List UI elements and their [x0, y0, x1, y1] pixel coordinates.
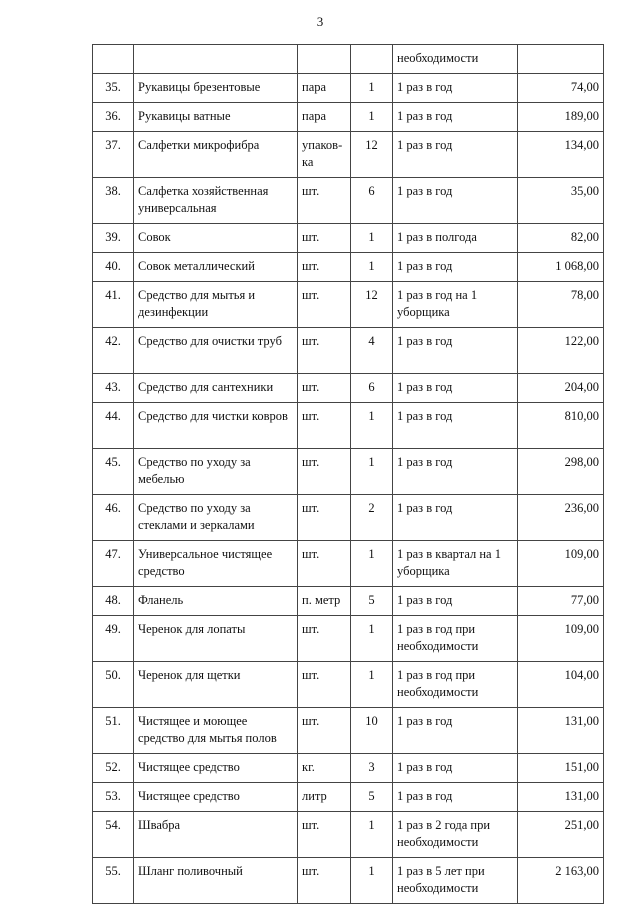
cell-unit: упаков-ка: [298, 132, 351, 178]
table-body: [93, 45, 604, 904]
cell-price: 151,00: [518, 754, 604, 783]
cell-unit: шт.: [298, 224, 351, 253]
cell-unit: шт.: [298, 541, 351, 587]
cell-unit: [298, 45, 351, 74]
cell-num: 43.: [93, 374, 134, 403]
cell-name: Фланель: [134, 587, 298, 616]
cell-unit: шт.: [298, 374, 351, 403]
table-row: [93, 449, 604, 495]
cell-name: Салфетка хозяйственная универсальная: [134, 178, 298, 224]
cell-num: 35.: [93, 74, 134, 103]
cell-unit: шт.: [298, 449, 351, 495]
cell-qty: 5: [351, 783, 393, 812]
cell-frequency: 1 раз в год: [393, 495, 518, 541]
cell-unit: пара: [298, 103, 351, 132]
cell-qty: 1: [351, 812, 393, 858]
cell-unit: п. метр: [298, 587, 351, 616]
cell-frequency: 1 раз в 2 года при необходимости: [393, 812, 518, 858]
cell-num: 46.: [93, 495, 134, 541]
cell-name: Чистящее средство: [134, 783, 298, 812]
cell-frequency: 1 раз в год: [393, 403, 518, 449]
cell-num: 39.: [93, 224, 134, 253]
cell-unit: пара: [298, 74, 351, 103]
cell-price: 189,00: [518, 103, 604, 132]
cell-frequency: 1 раз в год при необходимости: [393, 616, 518, 662]
cell-num: 48.: [93, 587, 134, 616]
cell-unit: шт.: [298, 662, 351, 708]
table-row: [93, 178, 604, 224]
table-row: [93, 783, 604, 812]
table-row: [93, 754, 604, 783]
cell-num: 37.: [93, 132, 134, 178]
cell-qty: 1: [351, 858, 393, 904]
table-row: [93, 74, 604, 103]
cell-num: 50.: [93, 662, 134, 708]
cell-unit: шт.: [298, 253, 351, 282]
cell-price: [518, 45, 604, 74]
cell-qty: 12: [351, 282, 393, 328]
page-number: 3: [316, 14, 324, 29]
cell-price: 122,00: [518, 328, 604, 374]
cell-price: 1 068,00: [518, 253, 604, 282]
cell-name: Шланг поливочный: [134, 858, 298, 904]
cell-qty: 1: [351, 616, 393, 662]
cell-unit: шт.: [298, 708, 351, 754]
cell-price: 82,00: [518, 224, 604, 253]
cell-num: 55.: [93, 858, 134, 904]
cell-unit: литр: [298, 783, 351, 812]
cell-unit: шт.: [298, 282, 351, 328]
cell-qty: 1: [351, 541, 393, 587]
cell-price: 104,00: [518, 662, 604, 708]
cell-num: 49.: [93, 616, 134, 662]
cell-num: 44.: [93, 403, 134, 449]
cell-num: 42.: [93, 328, 134, 374]
cell-frequency: 1 раз в год: [393, 783, 518, 812]
cell-frequency: 1 раз в год: [393, 708, 518, 754]
table-row: [93, 103, 604, 132]
cell-qty: [351, 45, 393, 74]
cell-name: Салфетки микрофибра: [134, 132, 298, 178]
cell-qty: 1: [351, 103, 393, 132]
cell-price: 78,00: [518, 282, 604, 328]
cell-name: Совок металлический: [134, 253, 298, 282]
cell-unit: кг.: [298, 754, 351, 783]
table-row: [93, 403, 604, 449]
cell-qty: 10: [351, 708, 393, 754]
cell-num: 54.: [93, 812, 134, 858]
cell-qty: 3: [351, 754, 393, 783]
cell-price: 2 163,00: [518, 858, 604, 904]
cell-name: Средство для очистки труб: [134, 328, 298, 374]
table-row: [93, 541, 604, 587]
cell-unit: шт.: [298, 495, 351, 541]
cell-price: 35,00: [518, 178, 604, 224]
cell-name: Средство для мытья и дезинфекции: [134, 282, 298, 328]
cell-price: 109,00: [518, 541, 604, 587]
cell-name: Средство для чистки ковров: [134, 403, 298, 449]
cell-qty: 2: [351, 495, 393, 541]
cell-price: 131,00: [518, 708, 604, 754]
table-row: [93, 328, 604, 374]
cell-price: 204,00: [518, 374, 604, 403]
cell-price: 74,00: [518, 74, 604, 103]
cell-name: Чистящее средство: [134, 754, 298, 783]
cell-num: 52.: [93, 754, 134, 783]
table-row: [93, 224, 604, 253]
cell-name: Средство для сантехники: [134, 374, 298, 403]
cell-name: [134, 45, 298, 74]
table-row: [93, 858, 604, 904]
table-row: [93, 374, 604, 403]
cell-name: Универсальное чистящее средство: [134, 541, 298, 587]
cell-qty: 6: [351, 374, 393, 403]
supplies-table: [92, 44, 604, 904]
cell-frequency: 1 раз в год: [393, 253, 518, 282]
cell-frequency: 1 раз в полгода: [393, 224, 518, 253]
cell-price: 298,00: [518, 449, 604, 495]
cell-name: Рукавицы ватные: [134, 103, 298, 132]
cell-qty: 1: [351, 224, 393, 253]
table-row: [93, 132, 604, 178]
table-row: [93, 812, 604, 858]
cell-frequency: 1 раз в год: [393, 328, 518, 374]
cell-frequency: 1 раз в квартал на 1 уборщика: [393, 541, 518, 587]
cell-qty: 5: [351, 587, 393, 616]
cell-qty: 1: [351, 449, 393, 495]
cell-price: 131,00: [518, 783, 604, 812]
cell-num: [93, 45, 134, 74]
cell-frequency: 1 раз в год: [393, 754, 518, 783]
cell-unit: шт.: [298, 178, 351, 224]
cell-name: Черенок для щетки: [134, 662, 298, 708]
cell-name: Черенок для лопаты: [134, 616, 298, 662]
cell-frequency: 1 раз в год: [393, 74, 518, 103]
table-row: [93, 708, 604, 754]
cell-price: 810,00: [518, 403, 604, 449]
cell-frequency: 1 раз в год при необходимости: [393, 662, 518, 708]
cell-frequency: 1 раз в год: [393, 178, 518, 224]
cell-qty: 12: [351, 132, 393, 178]
cell-name: Швабра: [134, 812, 298, 858]
cell-name: Средство по уходу за стеклами и зеркалами: [134, 495, 298, 541]
cell-num: 38.: [93, 178, 134, 224]
cell-num: 47.: [93, 541, 134, 587]
cell-name: Средство по уходу за мебелью: [134, 449, 298, 495]
table-row-carry-over: [93, 45, 604, 74]
cell-price: 109,00: [518, 616, 604, 662]
cell-frequency: 1 раз в год: [393, 374, 518, 403]
cell-price: 134,00: [518, 132, 604, 178]
cell-num: 36.: [93, 103, 134, 132]
cell-frequency: 1 раз в год: [393, 449, 518, 495]
cell-num: 53.: [93, 783, 134, 812]
cell-frequency: 1 раз в год: [393, 587, 518, 616]
table-row: [93, 253, 604, 282]
cell-frequency: 1 раз в год: [393, 103, 518, 132]
cell-unit: шт.: [298, 858, 351, 904]
cell-frequency: необходимости: [393, 45, 518, 74]
cell-num: 51.: [93, 708, 134, 754]
cell-qty: 6: [351, 178, 393, 224]
cell-frequency: 1 раз в 5 лет при необходимости: [393, 858, 518, 904]
cell-qty: 1: [351, 662, 393, 708]
cell-name: Совок: [134, 224, 298, 253]
table-row: [93, 662, 604, 708]
table-row: [93, 282, 604, 328]
cell-qty: 1: [351, 403, 393, 449]
table-row: [93, 495, 604, 541]
cell-num: 45.: [93, 449, 134, 495]
cell-unit: шт.: [298, 328, 351, 374]
cell-qty: 1: [351, 74, 393, 103]
cell-num: 40.: [93, 253, 134, 282]
cell-frequency: 1 раз в год: [393, 132, 518, 178]
cell-unit: шт.: [298, 616, 351, 662]
table-row: [93, 616, 604, 662]
cell-price: 236,00: [518, 495, 604, 541]
cell-name: Чистящее и моющее средство для мытья полов: [134, 708, 298, 754]
cell-price: 251,00: [518, 812, 604, 858]
cell-qty: 1: [351, 253, 393, 282]
cell-frequency: 1 раз в год на 1 уборщика: [393, 282, 518, 328]
cell-name: Рукавицы брезентовые: [134, 74, 298, 103]
cell-qty: 4: [351, 328, 393, 374]
cell-unit: шт.: [298, 403, 351, 449]
table-row: [93, 587, 604, 616]
cell-price: 77,00: [518, 587, 604, 616]
cell-unit: шт.: [298, 812, 351, 858]
cell-num: 41.: [93, 282, 134, 328]
